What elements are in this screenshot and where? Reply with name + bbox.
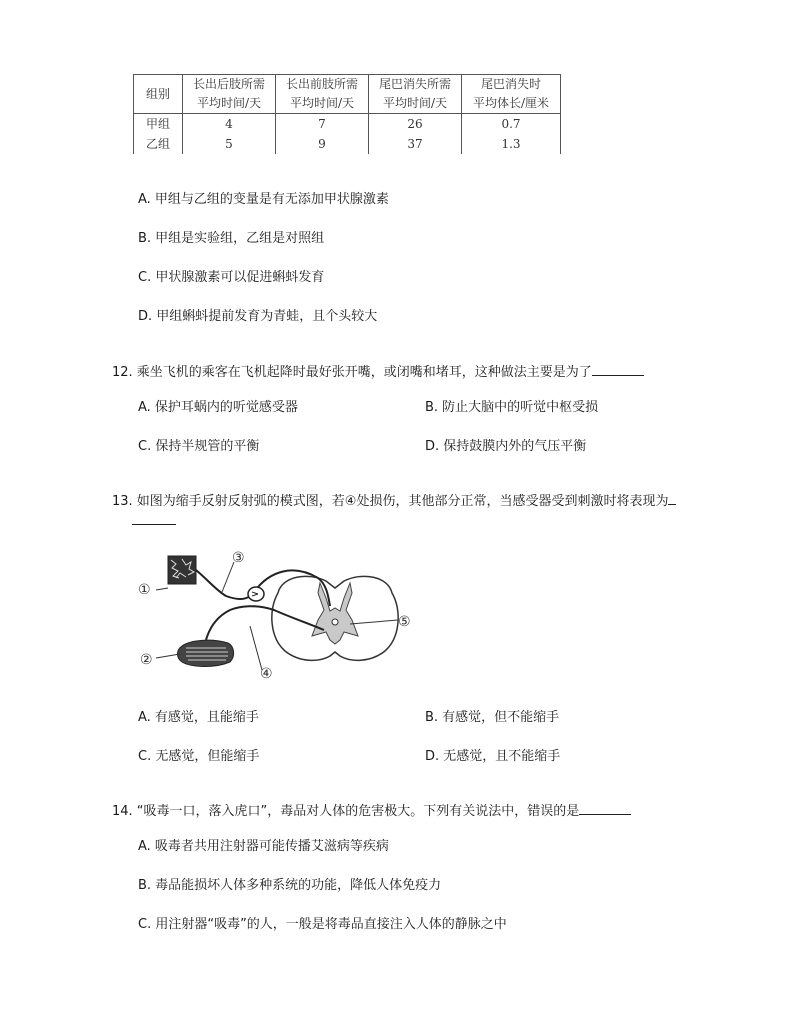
table-row <box>134 114 561 135</box>
q13-option-c: C. 无感觉，但能缩手 <box>138 749 260 764</box>
answer-blank <box>592 375 644 376</box>
leader-line-1 <box>156 588 168 590</box>
label-1: ① <box>138 582 151 598</box>
q12-option-d: D. 保持鼓膜内外的气压平衡 <box>425 439 587 454</box>
q11-option-c: C. 甲状腺激素可以促进蝌蚪发育 <box>138 270 325 285</box>
table-cell: 7 <box>276 114 369 135</box>
grey-matter <box>312 583 358 644</box>
label-2: ② <box>140 652 153 668</box>
efferent-nerve <box>206 606 324 640</box>
q14-option-a: A. 吸毒者共用注射器可能传播艾滋病等疾病 <box>138 839 389 854</box>
table-header-cell: 尾巴消失所需 平均时间/天 <box>369 75 462 114</box>
table-header-cell: 尾巴消失时 平均体长/厘米 <box>462 75 561 114</box>
ganglion <box>248 587 264 601</box>
answer-blank <box>579 814 631 815</box>
answer-blank-continued <box>132 518 176 525</box>
leader-line-2 <box>156 654 180 658</box>
q14-option-c: C. 用注射器“吸毒”的人，一般是将毒品直接注入人体的静脉之中 <box>138 917 507 932</box>
q13-option-b: B. 有感觉，但不能缩手 <box>425 710 560 725</box>
table-row <box>134 134 561 154</box>
leader-line-4 <box>250 626 262 670</box>
central-canal <box>332 619 338 625</box>
effector-muscle <box>178 640 234 666</box>
q12-option-c: C. 保持半规管的平衡 <box>138 439 260 454</box>
q11-option-d: D. 甲组蝌蚪提前发育为青蛙，且个头较大 <box>138 309 378 324</box>
table-cell: 26 <box>369 114 462 135</box>
q14-option-b: B. 毒品能损坏人体多种系统的功能，降低人体免疫力 <box>138 878 442 893</box>
q14-stem: 14. “吸毒一口，落入虎口”，毒品对人体的危害极大。下列有关说法中，错误的是 <box>112 800 631 819</box>
table-header-row <box>134 75 561 114</box>
table-cell: 9 <box>276 134 369 154</box>
leader-line-5 <box>350 620 398 624</box>
data-table <box>133 74 561 154</box>
table-cell: 4 <box>183 114 276 135</box>
q11-option-b: B. 甲组是实验组，乙组是对照组 <box>138 231 325 246</box>
table-header-cell: 长出前肢所需 平均时间/天 <box>276 75 369 114</box>
label-3: ③ <box>232 550 245 566</box>
q12-option-a: A. 保护耳蜗内的听觉感受器 <box>138 400 298 415</box>
q11-option-a: A. 甲组与乙组的变量是有无添加甲状腺激素 <box>138 192 389 207</box>
table-cell: 乙组 <box>134 134 183 154</box>
table-cell: 0.7 <box>462 114 561 135</box>
leader-line-3 <box>222 562 234 592</box>
q13-option-a: A. 有感觉，且能缩手 <box>138 710 259 725</box>
q13-stem: 13. 如图为缩手反射反射弧的模式图，若④处损伤，其他部分正常，当感受器受到刺激时将表现为 <box>112 490 676 509</box>
table-cell: 5 <box>183 134 276 154</box>
table-cell: 37 <box>369 134 462 154</box>
q12-option-b: B. 防止大脑中的听觉中枢受损 <box>425 400 599 415</box>
q12-stem: 12. 乘坐飞机的乘客在飞机起降时最好张开嘴，或闭嘴和堵耳，这种做法主要是为了 <box>112 361 644 380</box>
label-4: ④ <box>260 666 273 682</box>
q13-option-d: D. 无感觉，且不能缩手 <box>425 749 561 764</box>
reflex-arc-diagram <box>130 548 420 683</box>
table-cell: 甲组 <box>134 114 183 135</box>
label-5: ⑤ <box>398 614 411 630</box>
table-header-cell: 组别 <box>134 75 183 114</box>
afferent-nerve <box>196 570 330 606</box>
receptor-block <box>168 556 196 584</box>
table-header-cell: 长出后肢所需 平均时间/天 <box>183 75 276 114</box>
table-cell: 1.3 <box>462 134 561 154</box>
answer-blank <box>668 504 676 505</box>
